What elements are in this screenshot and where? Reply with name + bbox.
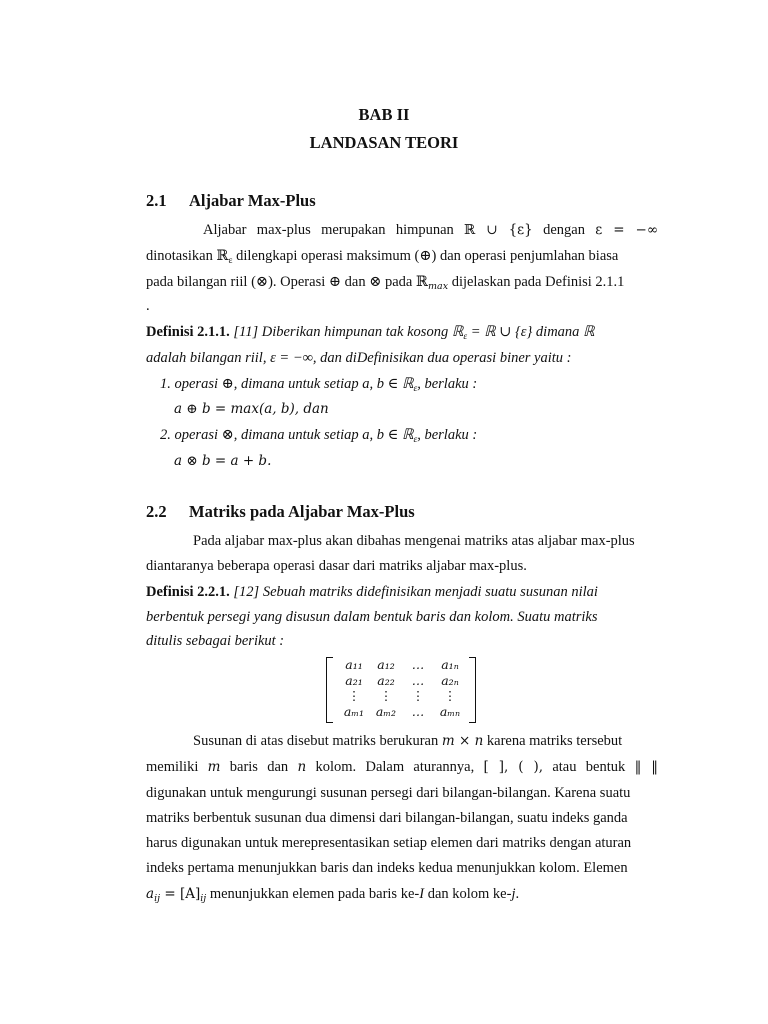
subscript: ε xyxy=(228,256,233,266)
paragraph-line xyxy=(193,732,622,750)
matrix-cell: a₂ₙ xyxy=(441,673,459,688)
text-run: himpunan xyxy=(395,222,454,238)
text-run: dan kolom ke- xyxy=(424,886,512,902)
paragraph-line xyxy=(146,885,519,903)
section-number: 2.1 xyxy=(146,191,167,210)
definition-line: adalah bilangan riil, ε = −∞, dan diDefinisikan dua operasi biner yaitu : xyxy=(146,350,572,366)
matrix-row xyxy=(336,704,468,720)
definition-formula: a ⊗ b = a + b. xyxy=(174,453,272,469)
paragraph-line xyxy=(146,273,624,291)
math-run: n xyxy=(297,759,307,775)
text-run: pada bilangan riil (⊗). Operasi ⊕ dan ⊗ pada ℝ xyxy=(146,274,429,290)
matrix-left-bracket xyxy=(326,657,333,723)
paragraph-line xyxy=(146,247,618,265)
paragraph-line xyxy=(146,758,658,776)
definition-line xyxy=(146,323,595,341)
matrix-cell: aₘₙ xyxy=(439,704,461,719)
definition-formula: a ⊕ b = max(a, b), dan xyxy=(174,401,329,417)
definition-label: Definisi 2.2.1. xyxy=(146,584,230,600)
matrix-right-bracket xyxy=(469,657,476,723)
text-run: I xyxy=(419,886,425,902)
section-title: Aljabar Max-Plus xyxy=(189,191,316,210)
definition-item xyxy=(160,375,477,393)
subscript: ij xyxy=(200,893,207,904)
paragraph-line: indeks pertama menunjukkan baris dan indeks kedua menunjukkan kolom. Elemen xyxy=(146,860,628,876)
matrix-cell: a₂₂ xyxy=(377,673,395,688)
matrix-cell: ⋮ xyxy=(347,688,361,703)
text-run: dilengkapi operasi maksimum (⊕) dan operasi penjumlahan biasa xyxy=(232,248,619,264)
math-run: ‖ ‖ xyxy=(634,759,659,775)
matrix-display xyxy=(326,657,476,721)
subscript: ε xyxy=(413,435,418,445)
paragraph-line: diantaranya beberapa operasi dasar dari matriks aljabar max-plus. xyxy=(146,558,527,574)
matrix-cell: aₘ₂ xyxy=(375,704,397,719)
definition-item xyxy=(160,426,477,444)
matrix-cell: ⋮ xyxy=(443,688,457,703)
math-run: a xyxy=(146,886,155,902)
chapter-title: LANDASAN TEORI xyxy=(309,133,459,152)
matrix-row xyxy=(336,688,468,704)
text-run: Aljabar xyxy=(203,222,247,238)
text-run: Susunan di atas disebut matriks berukuran xyxy=(193,733,442,749)
matrix-row xyxy=(336,673,468,689)
text-run: bentuk xyxy=(585,759,626,775)
text-run: atau xyxy=(552,759,577,775)
paragraph-line xyxy=(203,221,658,239)
text-run: , berlaku : xyxy=(417,376,478,392)
matrix-cell: a₁₂ xyxy=(377,657,395,672)
matrix-cell: a₁ₙ xyxy=(441,657,459,672)
math-run: = [A] xyxy=(160,886,201,902)
text-run: 1. operasi ⊕, dimana untuk setiap a, b ∈ ℝ xyxy=(160,376,414,392)
text-run: dinotasikan ℝ xyxy=(146,248,229,264)
text-run: Dalam xyxy=(365,759,405,775)
definition-line: berbentuk persegi yang disusun dalam bentuk baris dan kolom. Suatu matriks xyxy=(146,609,598,625)
matrix-cell: ⋮ xyxy=(379,688,393,703)
text-run: j xyxy=(511,886,516,902)
paragraph-line: digunakan untuk mengurungi susunan persegi dari bilangan-bilangan. Karena suatu xyxy=(146,785,631,801)
math-run: m xyxy=(207,759,221,775)
matrix-cell: … xyxy=(411,673,425,688)
matrix-cell: … xyxy=(411,704,425,719)
text-run: [11] Diberikan himpunan tak kosong ℝ xyxy=(229,324,464,340)
matrix-cell: a₁₁ xyxy=(345,657,363,672)
matrix-cell: … xyxy=(411,657,425,672)
text-run: = ℝ ∪ {ε} dimana ℝ xyxy=(467,324,595,340)
matrix-cell: a₂₁ xyxy=(345,673,363,688)
math-run: m × n xyxy=(441,733,484,749)
chapter-number: BAB II xyxy=(358,105,410,124)
matrix-row xyxy=(336,657,468,673)
text-run: baris xyxy=(229,759,258,775)
text-run: , berlaku : xyxy=(417,427,478,443)
matrix-cell: ⋮ xyxy=(411,688,425,703)
section-number: 2.2 xyxy=(146,502,167,521)
subscript: ij xyxy=(154,893,161,904)
section-title: Matriks pada Aljabar Max-Plus xyxy=(189,502,415,521)
definition-label: Definisi 2.1.1. xyxy=(146,324,230,340)
paragraph-line: harus digunakan untuk merepresentasikan setiap elemen dari matriks dengan aturan xyxy=(146,835,632,851)
paragraph-line: matriks berbentuk susunan dua dimensi dari bilangan-bilangan, suatu indeks ganda xyxy=(146,810,628,826)
subscript: max xyxy=(428,281,449,292)
math-run: [ ], ( ), xyxy=(483,759,544,775)
text-run: max-plus xyxy=(256,222,311,238)
text-run: memiliki xyxy=(146,759,199,775)
subscript: ε xyxy=(463,332,468,342)
subscript: ε xyxy=(413,384,418,394)
text-run: dengan xyxy=(543,222,585,238)
matrix-cell: aₘ₁ xyxy=(343,704,365,719)
definition-line: ditulis sebagai berikut : xyxy=(146,633,285,649)
text-run: menunjukkan elemen pada baris ke- xyxy=(206,886,420,902)
paragraph-line: . xyxy=(146,298,150,314)
text-run: . xyxy=(515,886,520,902)
math-run: ℝ ∪ {ε} xyxy=(464,222,533,238)
text-run: [12] Sebuah matriks didefinisikan menjadi suatu susunan nilai xyxy=(229,584,598,600)
text-run: dijelaskan pada Definisi 2.1.1 xyxy=(448,274,625,290)
paragraph-line: Pada aljabar max-plus akan dibahas mengenai matriks atas aljabar max-plus xyxy=(193,533,635,549)
text-run: merupakan xyxy=(321,222,386,238)
text-run: aturannya, xyxy=(413,759,475,775)
text-run: 2. operasi ⊗, dimana untuk setiap a, b ∈ ℝ xyxy=(160,427,414,443)
text-run: karena matriks tersebut xyxy=(483,733,623,749)
math-run: ε = −∞ xyxy=(595,222,659,238)
text-run: dan xyxy=(267,759,289,775)
text-run: kolom. xyxy=(315,759,357,775)
definition-line xyxy=(146,583,598,601)
